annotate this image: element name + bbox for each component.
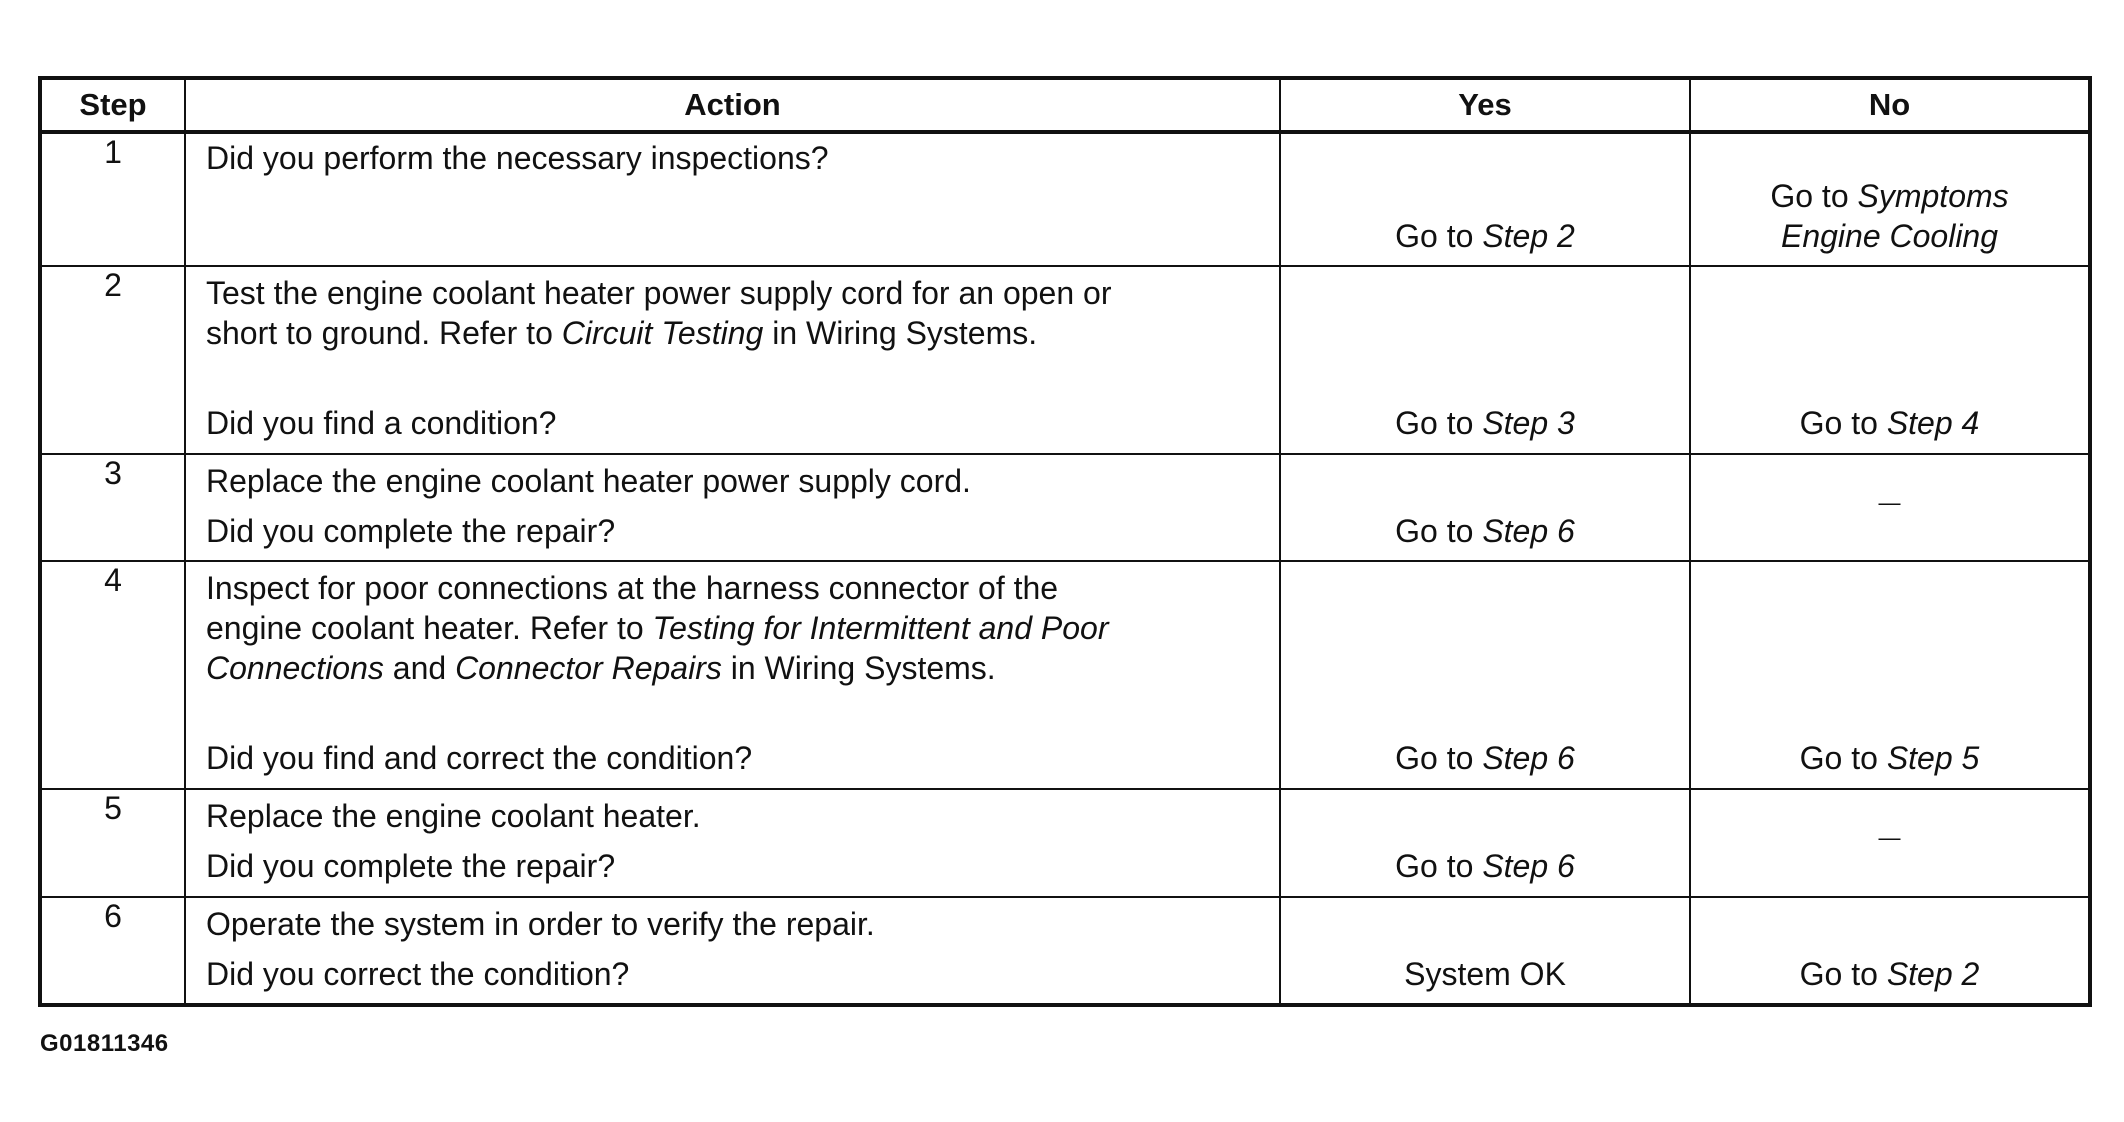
action-text-part: in Wiring Systems. [721,650,996,686]
no-goto [1691,954,2088,994]
action-text: Replace the engine coolant heater power supply cord. [206,463,971,499]
goto-prefix: Go to [1395,513,1483,549]
yes-goto [1281,511,1689,551]
table-row [40,789,2090,897]
goto-prefix: Go to [1395,848,1483,884]
goto-target: Step 6 [1482,740,1575,776]
goto-target: Step 6 [1482,848,1575,884]
goto-prefix: Go to [1395,405,1483,441]
yes-cell [1280,266,1690,454]
goto-prefix: Go to [1799,405,1887,441]
yes-goto [1281,846,1689,886]
goto-target: Step 5 [1886,740,1980,776]
action-cell [185,561,1280,789]
header-action: Action [185,78,1280,132]
yes-cell [1280,561,1690,789]
header-row [40,78,2090,132]
step-number: 2 [40,266,185,454]
action-question: Did you find and correct the condition? [206,740,753,776]
yes-goto [1281,403,1689,443]
no-goto [1691,403,2088,443]
goto-prefix: Go to [1799,740,1887,776]
table-row [40,897,2090,1005]
action-cell [185,266,1280,454]
action-text: Test the engine coolant heater power supply cord for an open or [206,275,1112,311]
step-number: 5 [40,789,185,897]
yes-goto [1281,216,1689,256]
action-text [206,608,1108,648]
action-cell [185,132,1280,266]
action-text [206,313,1037,353]
action-text [206,648,996,688]
goto-target: Step 2 [1482,218,1575,254]
goto-target: Step 2 [1886,956,1980,992]
no-dash: — [1878,490,1901,515]
no-cell [1690,789,2090,897]
reference-link: Testing for Intermittent and Poor [652,610,1109,646]
no-cell [1690,266,2090,454]
figure-id: G01811346 [40,1030,169,1057]
action-text-part: and [383,650,456,686]
action-text-part: engine coolant heater. Refer to [206,610,653,646]
action-question: Did you complete the repair? [206,848,616,884]
header-step: Step [40,78,185,132]
yes-cell [1280,454,1690,561]
action-question: Did you complete the repair? [206,513,616,549]
action-cell [185,897,1280,1005]
header-yes: Yes [1280,78,1690,132]
step-number: 4 [40,561,185,789]
table-row [40,454,2090,561]
no-cell [1690,454,2090,561]
yes-cell [1280,132,1690,266]
goto-prefix: Go to [1395,740,1483,776]
step-number: 6 [40,897,185,1005]
reference-link: Circuit Testing [561,315,764,351]
step-number: 3 [40,454,185,561]
goto-prefix: Go to [1770,178,1858,214]
goto-target-line2: Engine Cooling [1780,218,1999,254]
action-cell [185,454,1280,561]
action-cell [185,789,1280,897]
no-dash: — [1878,825,1901,850]
action-question: Did you find a condition? [206,405,557,441]
reference-link: Connections [206,650,384,686]
action-text-part: in Wiring Systems. [763,315,1038,351]
step-number: 1 [40,132,185,266]
no-goto [1691,176,2088,216]
no-goto [1691,738,2088,778]
table-row [40,132,2090,266]
action-text: Replace the engine coolant heater. [206,798,701,834]
action-text: Did you perform the necessary inspections? [206,140,829,176]
action-text: Inspect for poor connections at the harness connector of the [206,570,1059,606]
action-question: Did you correct the condition? [206,956,630,992]
yes-cell [1280,789,1690,897]
action-text-part: short to ground. Refer to [206,315,562,351]
goto-target: Step 3 [1482,405,1575,441]
goto-target: Step 4 [1886,405,1980,441]
no-cell [1690,132,2090,266]
header-no: No [1690,78,2090,132]
table-row [40,561,2090,789]
action-text: Operate the system in order to verify the repair. [206,906,875,942]
goto-prefix: Go to [1395,218,1483,254]
no-cell [1690,897,2090,1005]
yes-goto [1281,738,1689,778]
yes-cell [1280,897,1690,1005]
table-row [40,266,2090,454]
no-cell [1690,561,2090,789]
goto-prefix: Go to [1799,956,1887,992]
diagnostic-table [38,76,2092,1007]
goto-target: Symptoms [1857,178,2009,214]
yes-result: System OK [1404,956,1566,992]
reference-link: Connector Repairs [455,650,722,686]
goto-target: Step 6 [1482,513,1575,549]
